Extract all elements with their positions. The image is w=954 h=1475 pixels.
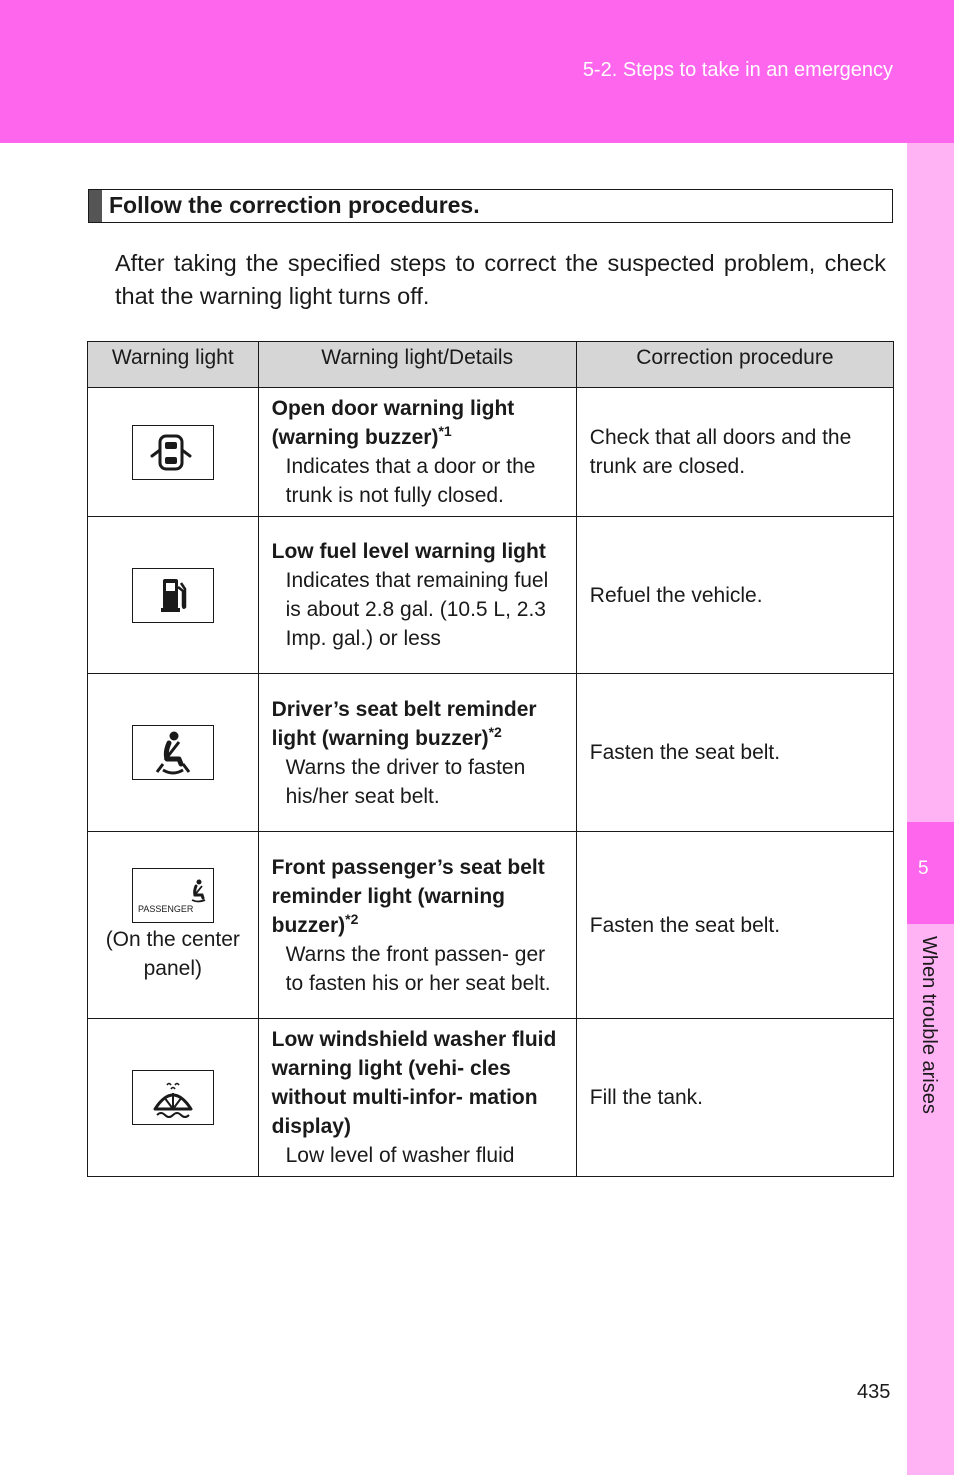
warning-title: Front passenger’s seat belt reminder light (warning buzzer)$^{*2}$	[271, 855, 545, 937]
open-door-icon	[132, 425, 214, 480]
warning-description: Warns the driver to fasten his/her seat belt.	[285, 755, 526, 808]
column-header: Warning light/Details	[258, 342, 576, 388]
chapter-heading: 5-2. Steps to take in an emergency	[582, 59, 893, 81]
warning-light-cell	[88, 517, 259, 674]
chapter-number-tab	[907, 822, 954, 924]
table-row	[88, 674, 894, 832]
section-title: Follow the correction procedures.	[109, 192, 480, 218]
warning-light-cell	[88, 388, 259, 517]
column-header: Warning light	[88, 342, 259, 388]
fuel-pump-icon	[132, 568, 214, 623]
details-cell	[258, 674, 576, 832]
warning-description: Warns the front passen- ger to fasten his or her seat belt.	[285, 942, 551, 995]
table-row	[88, 832, 894, 1019]
correction-cell: Fasten the seat belt.	[576, 674, 893, 832]
footnote-mark: *2	[345, 910, 359, 927]
correction-cell: Fasten the seat belt.	[576, 832, 893, 1019]
footnote-mark: *2	[488, 723, 502, 740]
details-cell	[258, 388, 576, 517]
warning-title: Low windshield washer fluid warning light (vehi- cles without multi-infor- mation display)	[271, 1028, 557, 1138]
correction-cell: Fill the tank.	[576, 1019, 893, 1177]
column-header: Correction procedure	[576, 342, 893, 388]
intro-paragraph: After taking the specified steps to correct the suspected problem, check that the warning light turns off.	[115, 250, 886, 309]
side-thumb-tab	[907, 143, 954, 1475]
warning-description: Low level of washer fluid	[285, 1144, 515, 1167]
icon-location-note: (On the center panel)	[105, 927, 240, 980]
warning-light-cell	[88, 1019, 259, 1177]
warning-light-cell	[88, 674, 259, 832]
page-number: 435	[857, 1381, 891, 1403]
table-row	[88, 517, 894, 674]
chapter-number: 5	[918, 858, 929, 879]
footnote-mark: *1	[438, 423, 452, 439]
section-marker-bar	[89, 190, 102, 222]
details-cell	[258, 517, 576, 674]
passenger-seat-belt-icon	[132, 868, 214, 923]
warning-light-table	[87, 341, 894, 1177]
details-cell	[258, 1019, 576, 1177]
chapter-side-label: When trouble arises	[918, 936, 940, 1114]
table-header-row	[88, 342, 894, 388]
warning-description: Indicates that a door or the trunk is not fully closed.	[285, 455, 536, 507]
washer-fluid-icon	[132, 1070, 214, 1125]
warning-title: Low fuel level warning light	[271, 540, 546, 563]
details-cell	[258, 832, 576, 1019]
table-row	[88, 1019, 894, 1177]
correction-cell: Check that all doors and the trunk are closed.	[576, 388, 893, 517]
table-row	[88, 388, 894, 517]
section-heading-box	[88, 189, 893, 223]
seat-belt-icon	[132, 725, 214, 780]
svg-text:PASSENGER: PASSENGER	[137, 903, 194, 914]
page-header-band	[0, 0, 954, 143]
warning-title: Driver’s seat belt reminder light (warning buzzer)$^{*2}$	[271, 697, 537, 750]
warning-title: Open door warning light (warning buzzer)$^{*1}$	[271, 397, 515, 449]
warning-description: Indicates that remaining fuel is about 2.8 gal. (10.5 L, 2.3 Imp. gal.) or less	[285, 569, 549, 650]
correction-cell: Refuel the vehicle.	[576, 517, 893, 674]
warning-light-cell	[88, 832, 259, 1019]
